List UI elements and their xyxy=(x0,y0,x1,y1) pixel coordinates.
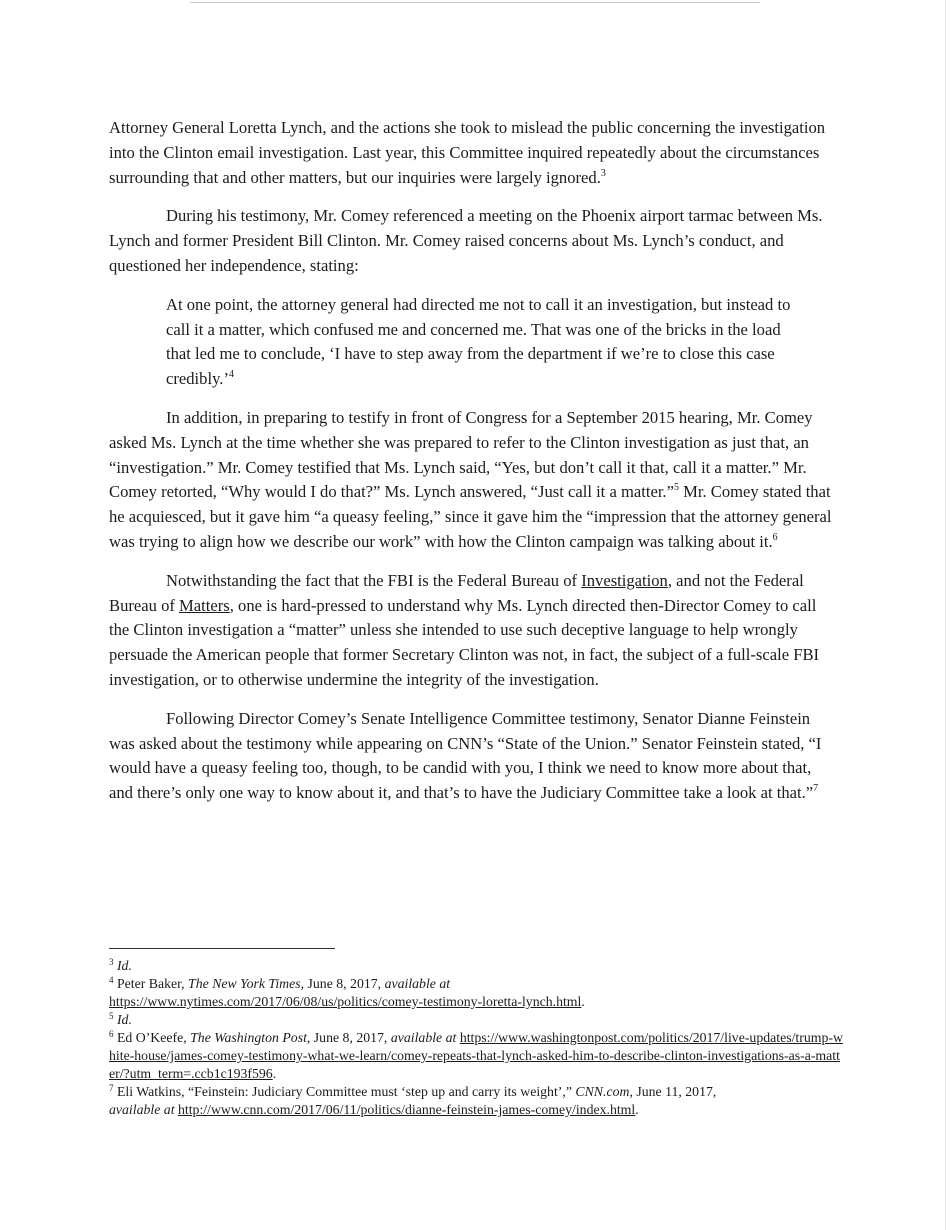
footnote-ref-4[interactable]: 4 xyxy=(228,369,234,381)
footnote-4-link[interactable]: https://www.nytimes.com/2017/06/08/us/politics/comey-testimony-loretta-lynch.html xyxy=(109,994,582,1009)
footnote-7: $^7$ Eli Watkins, “Feinstein: Judiciary Committee must ‘step up and carry its weight’,” CNN.com, June 11, 2017, available at http://www.cnn.com/2017/06/11/politics/dianne-feinstein-james-comey/index.html. xyxy=(109,1083,717,1117)
footnote-7-link[interactable]: http://www.cnn.com/2017/06/11/politics/dianne-feinstein-james-comey/index.html xyxy=(177,1102,636,1117)
paragraph-lynch-intro: Attorney General Loretta Lynch, and the actions she took to mislead the public concerning the investigation into the Clinton email investigation. Last year, this Committee inquired repeatedly about the circumstances surrounding that and other matters, but our inquiries were largely ignored.$^3$ xyxy=(109,118,826,187)
footnote-6-link[interactable]: https://www.washingtonpost.com/politics/2017/live-updates/trump-white-house/james-comey-testimony-what-we-learn/comey-repeats-that-lynch-asked-him-to-describe-clinton-investigations-as-a-matter/?utm_term=.ccb1c193f596 xyxy=(109,1030,843,1081)
footnote-ref-5[interactable]: 5 xyxy=(673,482,679,494)
footnote-ref-7[interactable]: 7 xyxy=(813,783,819,795)
block-quote-comey: At one point, the attorney general had directed me not to call it an investigation, but instead to call it a matter, which confused me and concerned me. That was one of the bricks in the load that led me to conclude, ‘I have to step away from the department if we’re to close this case credibly.’$^4$ xyxy=(166,294,791,389)
footnote-5: $^5$ Id. xyxy=(109,1011,132,1027)
letter-body xyxy=(109,116,837,820)
paragraph-federal-bureau: Notwithstanding the fact that the FBI is the Federal Bureau of Investigation, and not the Federal Bureau of Matters, one is hard-pressed to understand why Ms. Lynch directed then-Director Comey to call the Clinton investigation a “matter” unless she intended to use such deceptive language to help wrongly persuade the American people that former Secretary Clinton was not, in fact, the subject of a full-scale FBI investigation, or to otherwise undermine the integrity of the investigation. xyxy=(109,570,820,689)
footnotes-section xyxy=(109,948,844,1119)
underlined-investigation: Investigation xyxy=(581,570,668,590)
scan-artifact-edge xyxy=(945,0,946,1230)
paragraph-feinstein: Following Director Comey’s Senate Intelligence Committee testimony, Senator Dianne Feinstein was asked about the testimony while appearing on CNN’s “State of the Union.” Senator Feinstein stated, “I would have a queasy feeling too, though, to be candid with you, I think we need to know more about that, and there’s only one way to know about it, and that’s to have the Judiciary Committee take a look at that.”$^7$ xyxy=(109,708,822,803)
footnote-divider xyxy=(109,948,335,949)
paragraph-call-it-a-matter: In addition, in preparing to testify in front of Congress for a September 2015 hearing, Mr. Comey asked Ms. Lynch at the time whether she was prepared to refer to the Clinton investigation as just that, an “investigation.” Mr. Comey testified that Ms. Lynch said, “Yes, but don’t call it that, call it a matter.” Mr. Comey retorted, “Why would I do that?” Ms. Lynch answered, “Just call it a matter.”$^5$ Mr. Comey stated that he acquiesced, but it gave him “a queasy feeling,” since it gave him the “impression that the attorney general was trying to align how we describe our work” with how the Clinton campaign was talking about it.$^6$ xyxy=(109,407,832,551)
scan-artifact-top xyxy=(190,2,760,3)
footnote-ref-6[interactable]: 6 xyxy=(772,531,778,543)
footnote-ref-3[interactable]: 3 xyxy=(600,167,606,179)
underlined-matters: Matters xyxy=(179,595,230,615)
paragraph-tarmac-meeting: During his testimony, Mr. Comey referenced a meeting on the Phoenix airport tarmac between Ms. Lynch and former President Bill Clinton. Mr. Comey raised concerns about Ms. Lynch’s conduct, and questioned her independence, stating: xyxy=(109,206,823,275)
footnote-4: $^4$ Peter Baker, The New York Times, June 8, 2017, available at https://www.nytimes.com/2017/06/08/us/politics/comey-testimony-loretta-lynch.html. xyxy=(109,975,585,1009)
footnote-6: $^6$ Ed O’Keefe, The Washington Post, June 8, 2017, available at https://www.washingtonpost.com/politics/2017/live-updates/trump-white-house/james-comey-testimony-what-we-learn/comey-repeats-that-lynch-asked-him-to-describe-clinton-investigations-as-a-matter/?utm_term=.ccb1c193f596. xyxy=(109,1029,843,1081)
footnote-3: $^3$ Id. xyxy=(109,957,132,973)
